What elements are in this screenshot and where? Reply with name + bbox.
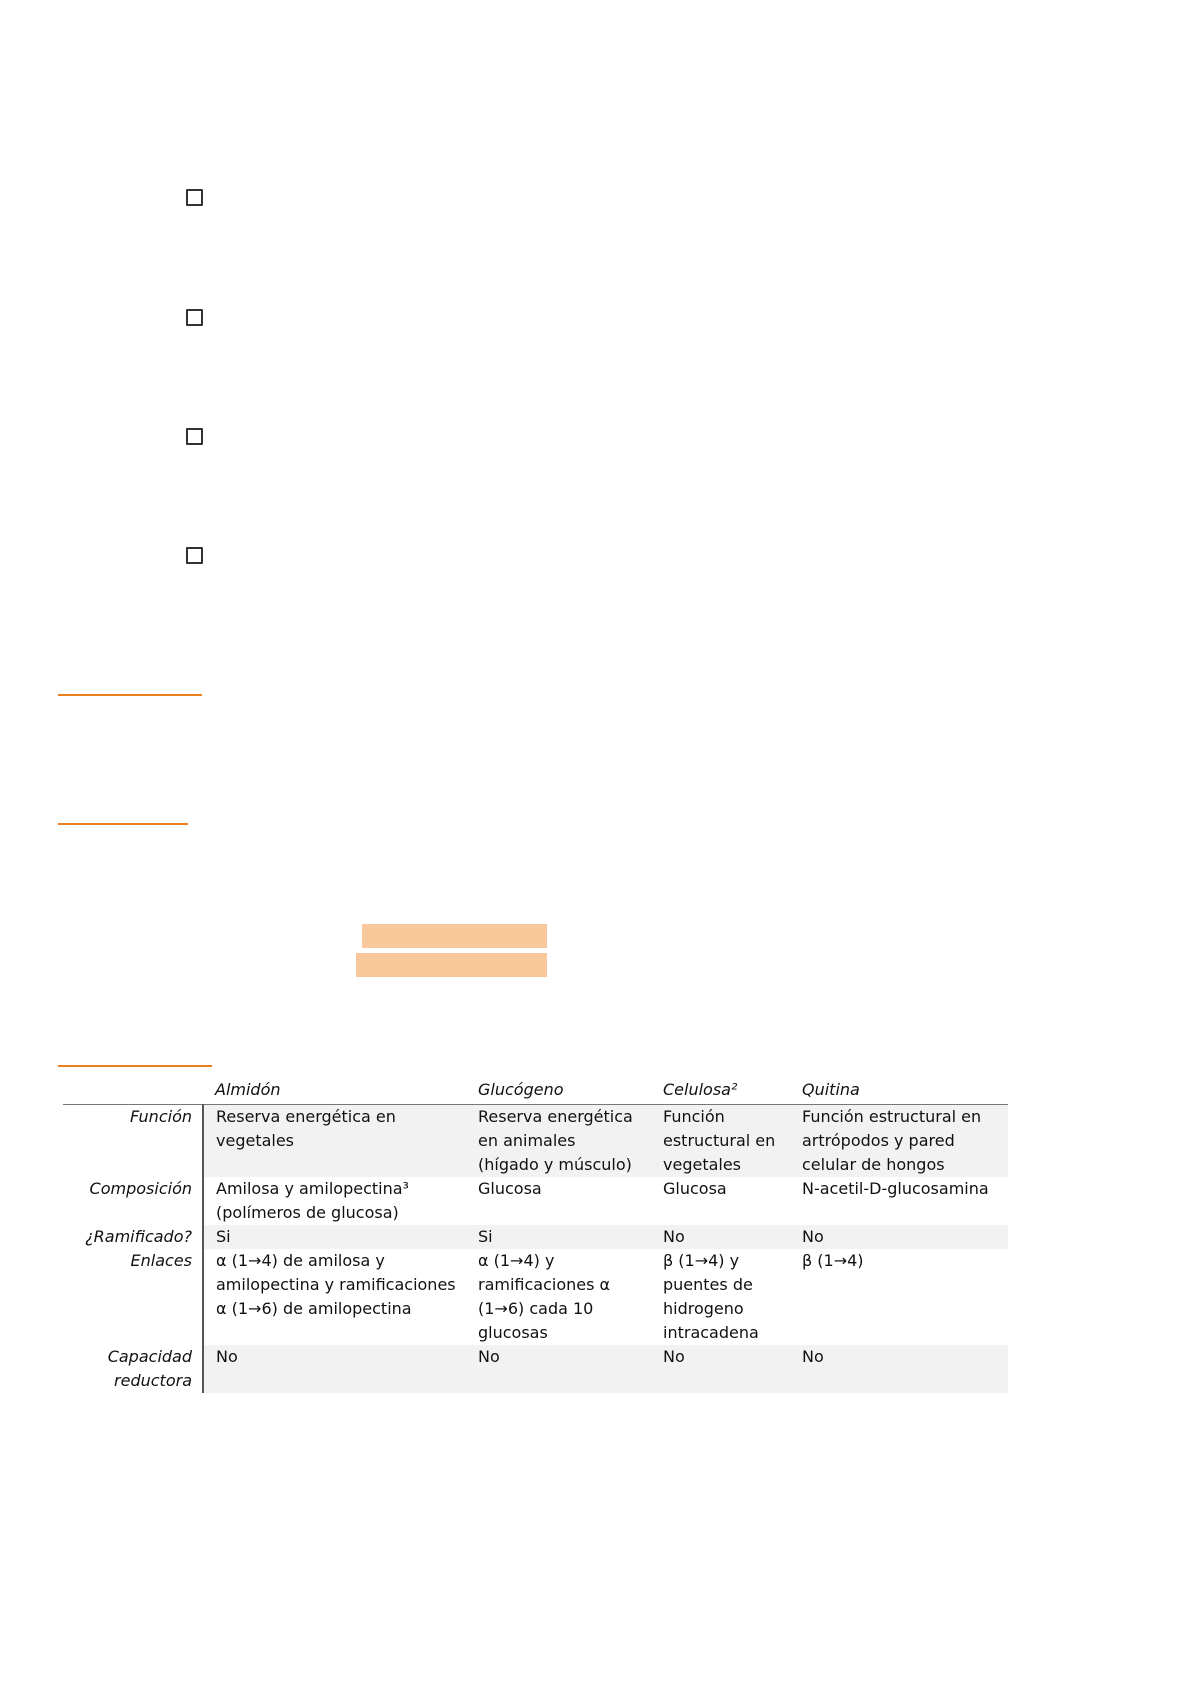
table-cell: No — [651, 1225, 790, 1249]
table-cell: Reserva energética en vegetales — [203, 1105, 466, 1178]
table-cell: No — [790, 1345, 1008, 1393]
table-row-funcion — [63, 1105, 1008, 1178]
table-cell: Si — [203, 1225, 466, 1249]
table-cell: Función estructural en vegetales — [651, 1105, 790, 1178]
checkbox-2[interactable] — [186, 309, 203, 326]
polysaccharide-table — [63, 1078, 1008, 1393]
table-cell: Función estructural en artrópodos y pared celular de hongos — [790, 1105, 1008, 1178]
header-celulosa: Celulosa² — [651, 1078, 790, 1105]
row-label: Enlaces — [63, 1249, 203, 1345]
table-cell: Amilosa y amilopectina³ (polímeros de glucosa) — [216, 1179, 409, 1222]
table-row-composicion — [63, 1177, 1008, 1225]
table-cell: Glucosa — [478, 1179, 542, 1198]
row-label: ¿Ramificado? — [63, 1225, 203, 1249]
table-cell: Glucosa — [663, 1179, 727, 1198]
table-cell: β (1→4) — [802, 1251, 864, 1270]
heading-underline-3 — [58, 1065, 212, 1067]
row-label: Función — [63, 1105, 203, 1178]
table-cell: No — [790, 1225, 1008, 1249]
table-cell: N-acetil-D-glucosamina — [802, 1179, 989, 1198]
row-label: Capacidad reductora — [63, 1345, 203, 1393]
highlight-bar-1 — [362, 924, 547, 948]
table-cell: α (1→4) y ramificaciones α (1→6) cada 10 glucosas — [478, 1251, 611, 1342]
table-header-row — [63, 1078, 1008, 1105]
heading-underline-2 — [58, 823, 188, 825]
table-cell: Si — [466, 1225, 651, 1249]
table-cell: No — [466, 1345, 651, 1393]
header-quitina: Quitina — [790, 1078, 1008, 1105]
table-cell: No — [203, 1345, 466, 1393]
table-row-enlaces — [63, 1249, 1008, 1345]
highlight-bar-2 — [356, 953, 547, 977]
table-cell: No — [651, 1345, 790, 1393]
table-row-ramificado — [63, 1225, 1008, 1249]
checkbox-4[interactable] — [186, 547, 203, 564]
table-cell: α (1→4) de amilosa y amilopectina y ramificaciones α (1→6) de amilopectina — [216, 1251, 456, 1318]
header-almidon: Almidón — [203, 1078, 466, 1105]
heading-underline-1 — [58, 694, 202, 696]
header-glucogeno: Glucógeno — [466, 1078, 651, 1105]
checkbox-3[interactable] — [186, 428, 203, 445]
table-cell: Reserva energética en animales (hígado y músculo) — [466, 1105, 651, 1178]
header-empty — [63, 1078, 203, 1105]
row-label: Composición — [63, 1177, 203, 1225]
checkbox-1[interactable] — [186, 189, 203, 206]
table-row-capacidad — [63, 1345, 1008, 1393]
table-cell: β (1→4) y puentes de hidrogeno intracadena — [663, 1251, 759, 1342]
